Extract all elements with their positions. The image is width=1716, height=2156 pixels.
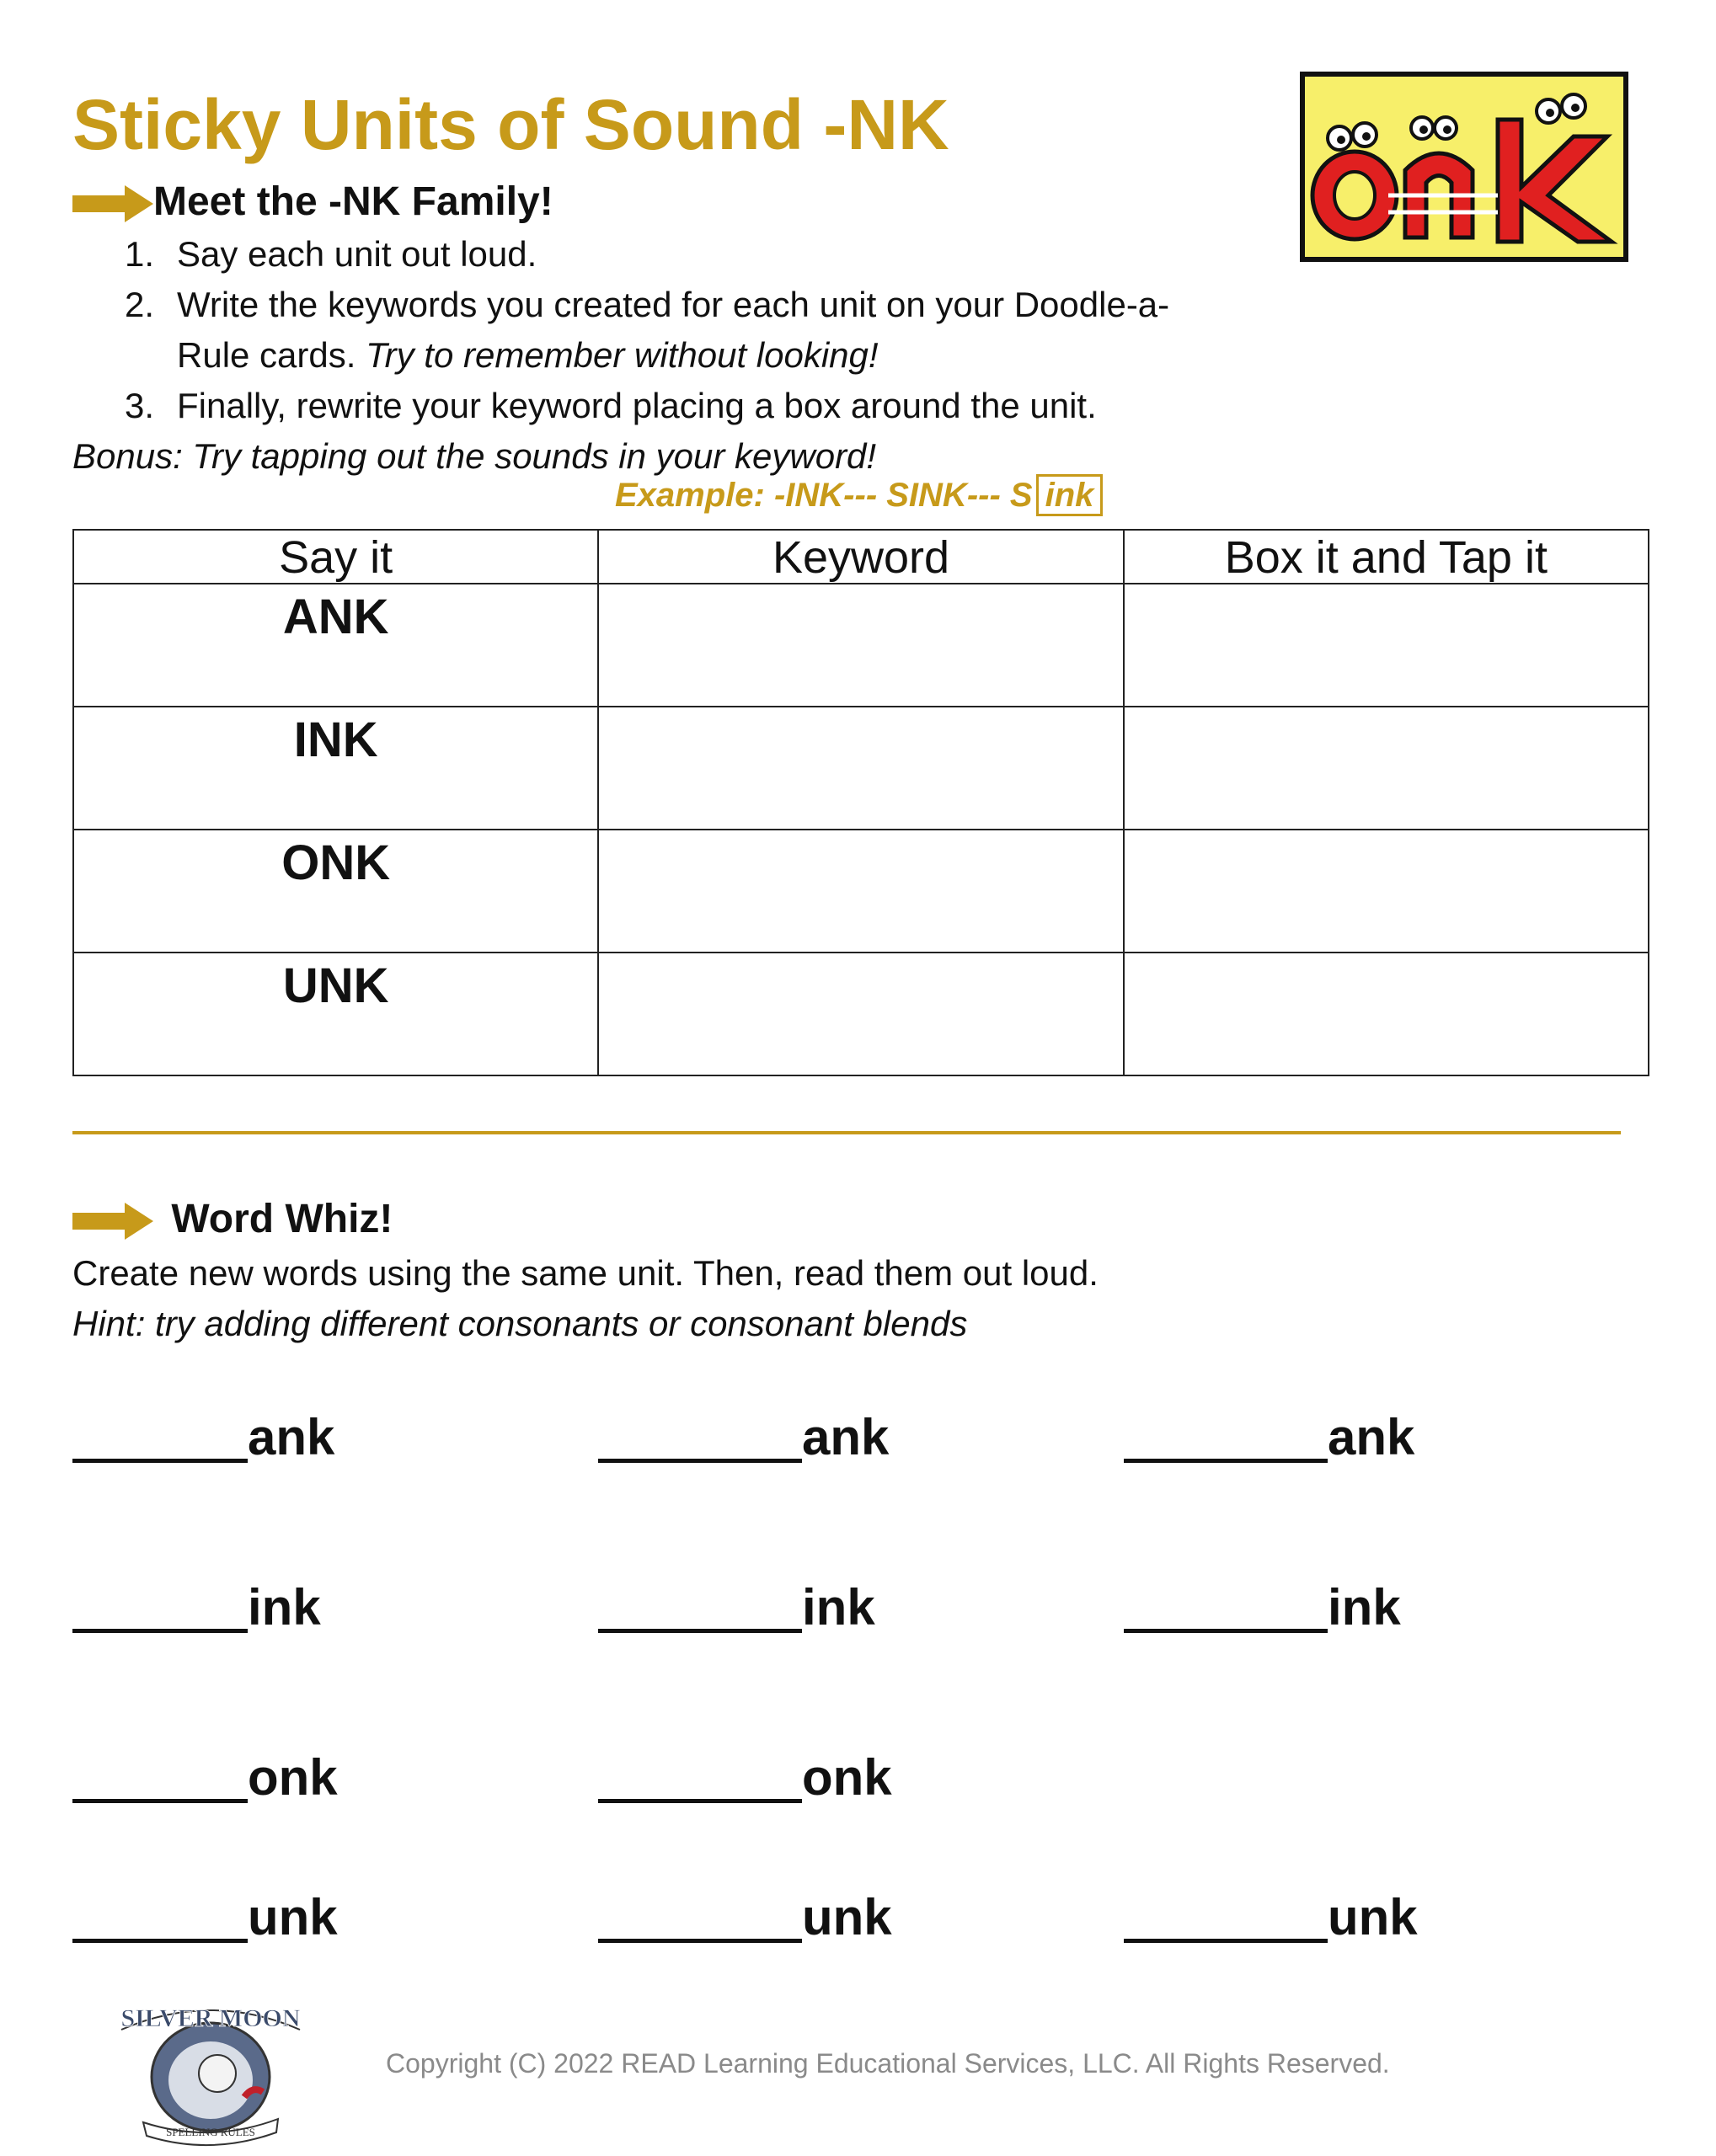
keyword-cell[interactable] — [598, 953, 1123, 1075]
keyword-cell[interactable] — [598, 830, 1123, 953]
section-heading-meet — [72, 179, 553, 225]
section-heading-word-whiz — [72, 1196, 393, 1242]
blank-word[interactable] — [598, 1575, 875, 1636]
blank-word[interactable] — [72, 1575, 321, 1636]
onk-logo — [1296, 69, 1633, 264]
page-title: Sticky Units of Sound -NK — [72, 85, 949, 164]
table-header-row — [73, 530, 1649, 584]
step-number: 1. — [125, 234, 155, 274]
unit-cell — [73, 584, 598, 707]
blank-word[interactable] — [72, 1885, 338, 1943]
blank-suffix: unk — [802, 1889, 892, 1945]
blank-word[interactable] — [598, 1405, 889, 1463]
copyright-text: Copyright (C) 2022 READ Learning Educational Services, LLC. All Rights Reserved. — [386, 2048, 1390, 2079]
step-item — [72, 229, 1302, 280]
unit-table — [72, 529, 1649, 1076]
blank-suffix: onk — [248, 1749, 338, 1806]
box-tap-cell[interactable] — [1124, 707, 1649, 830]
word-whiz-instruction: Create new words using the same unit. Then, read them out loud. — [72, 1253, 1099, 1293]
silver-moon-logo — [118, 1996, 303, 2148]
unit-cell — [73, 707, 598, 830]
blank-suffix: unk — [1328, 1889, 1418, 1945]
column-header-keyword: Keyword — [598, 530, 1123, 584]
blank-suffix: onk — [802, 1749, 892, 1806]
box-tap-cell[interactable] — [1124, 584, 1649, 707]
blank-suffix: ink — [802, 1579, 875, 1636]
section-divider — [72, 1131, 1621, 1134]
table-row — [73, 707, 1649, 830]
step-text: Write the keywords you created for each unit on your Doodle-a- — [177, 285, 1170, 324]
blank-word[interactable] — [72, 1745, 338, 1806]
blank-word[interactable] — [1124, 1885, 1418, 1943]
unit-cell — [73, 953, 598, 1075]
box-tap-cell[interactable] — [1124, 953, 1649, 1075]
blank-word[interactable] — [598, 1885, 892, 1943]
step-text: Rule cards. — [177, 335, 366, 375]
word-whiz-hint: Hint: try adding different consonants or consonant blends — [72, 1304, 968, 1343]
steps-list — [72, 229, 1302, 431]
step-item — [72, 280, 1302, 381]
keyword-cell[interactable] — [598, 707, 1123, 830]
table-row — [73, 830, 1649, 953]
box-tap-cell[interactable] — [1124, 830, 1649, 953]
step-text-italic: Try to remember without looking! — [366, 335, 879, 375]
blank-word[interactable] — [1124, 1575, 1401, 1636]
section-heading-word-whiz-text: Word Whiz! — [171, 1197, 393, 1241]
silver-moon-logo-text: SILVER MOON — [120, 2004, 301, 2032]
example-text: Example: -INK--- SINK--- S — [615, 477, 1033, 514]
blank-suffix: ank — [802, 1409, 890, 1465]
blank-suffix: unk — [248, 1889, 338, 1945]
silver-moon-logo-subtext: SPELLING RULES — [166, 2126, 255, 2138]
step-number: 2. — [125, 285, 155, 324]
bonus-text: Bonus: Try tapping out the sounds in your keyword! — [72, 436, 877, 476]
keyword-cell[interactable] — [598, 584, 1123, 707]
unit-label: ANK — [282, 590, 389, 644]
unit-label: UNK — [282, 958, 389, 1013]
blank-word[interactable] — [1124, 1405, 1414, 1463]
blank-suffix: ink — [1328, 1579, 1401, 1636]
column-header-say-it: Say it — [73, 530, 598, 584]
step-text: Finally, rewrite your keyword placing a box around the unit. — [177, 386, 1097, 425]
unit-cell — [73, 830, 598, 953]
unit-label: ONK — [281, 835, 391, 890]
blank-word[interactable] — [72, 1405, 334, 1463]
example-line — [615, 477, 1103, 515]
blank-suffix: ank — [248, 1409, 335, 1465]
blank-suffix: ink — [248, 1579, 321, 1636]
step-text: Say each unit out loud. — [177, 234, 537, 274]
arrow-right-icon — [72, 185, 153, 222]
example-boxed-unit: ink — [1036, 474, 1104, 516]
column-header-box-tap: Box it and Tap it — [1124, 530, 1649, 584]
step-item — [72, 381, 1302, 431]
blank-suffix: ank — [1328, 1409, 1415, 1465]
blank-word[interactable] — [598, 1745, 892, 1806]
section-heading-meet-text: Meet the -NK Family! — [153, 179, 553, 224]
table-row — [73, 953, 1649, 1075]
step-number: 3. — [125, 386, 155, 425]
unit-label: INK — [293, 712, 378, 767]
table-row — [73, 584, 1649, 707]
instructions — [72, 229, 1302, 482]
arrow-right-icon — [72, 1203, 153, 1240]
